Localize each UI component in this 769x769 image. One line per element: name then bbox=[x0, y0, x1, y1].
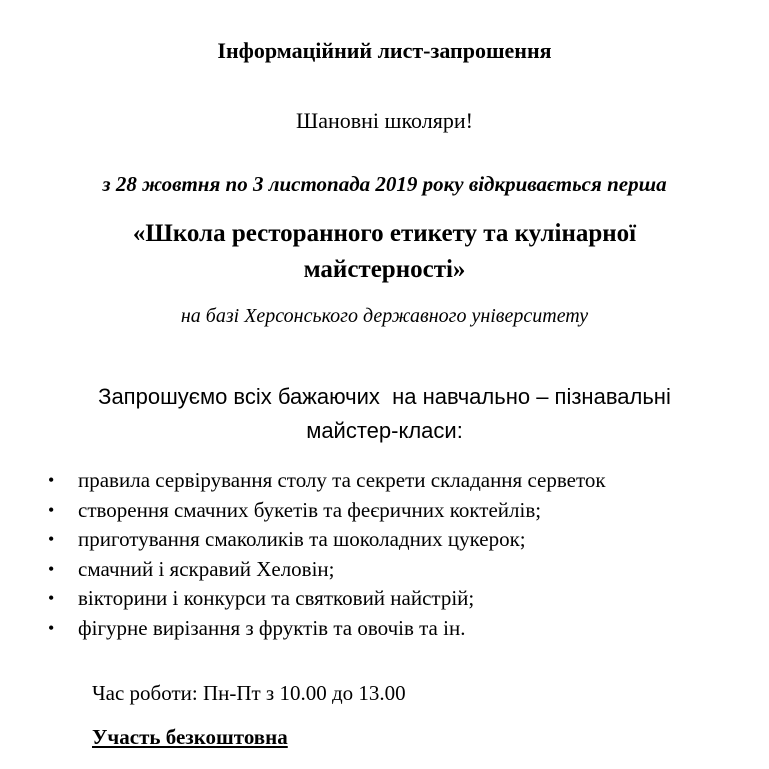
list-item bbox=[48, 496, 606, 526]
list-item-text: фігурне вирізання з фруктів та овочів та ін. bbox=[78, 615, 466, 640]
bullet-icon: • bbox=[48, 558, 55, 579]
list-item bbox=[48, 584, 606, 614]
school-name-line2: майстерності» bbox=[303, 256, 466, 283]
university-base: на базі Херсонського державного університету bbox=[180, 305, 589, 327]
list-item bbox=[48, 466, 606, 496]
invitation-line1: Запрошуємо всіх бажаючих на навчально – пізнавальні bbox=[98, 384, 671, 409]
masterclass-list bbox=[48, 466, 606, 643]
bullet-icon: • bbox=[48, 588, 55, 608]
bullet-icon: • bbox=[48, 470, 55, 490]
list-item-text: створення смачних букетів та феєричних коктейлів; bbox=[78, 497, 542, 522]
invitation-text bbox=[0, 380, 769, 448]
list-item bbox=[48, 555, 606, 585]
bullet-icon: • bbox=[48, 499, 55, 520]
list-item-text: приготування смаколиків та шоколадних цукерок; bbox=[78, 527, 526, 551]
greeting: Шановні школяри! bbox=[296, 108, 473, 133]
free-participation: Участь безкоштовна bbox=[92, 725, 288, 749]
list-item-text: правила сервірування столу та секрети складання серветок bbox=[78, 468, 606, 492]
school-name bbox=[0, 216, 769, 288]
list-item bbox=[48, 614, 606, 644]
list-item bbox=[48, 525, 606, 555]
document-title: Інформаційний лист-запрошення bbox=[217, 38, 552, 63]
list-item-text: вікторини і конкурси та святковий найстрій; bbox=[78, 586, 475, 610]
bullet-icon: • bbox=[48, 617, 55, 638]
working-hours: Час роботи: Пн-Пт з 10.00 до 13.00 bbox=[92, 681, 406, 705]
list-item-text: смачний і яскравий Хеловін; bbox=[78, 556, 335, 581]
invitation-line2: майстер-класи: bbox=[306, 418, 463, 443]
event-dates: з 28 жовтня по 3 листопада 2019 року відкривається перша bbox=[102, 172, 667, 196]
bullet-icon: • bbox=[48, 529, 55, 549]
school-name-line1: «Школа ресторанного етикету та кулінарної bbox=[132, 220, 637, 247]
